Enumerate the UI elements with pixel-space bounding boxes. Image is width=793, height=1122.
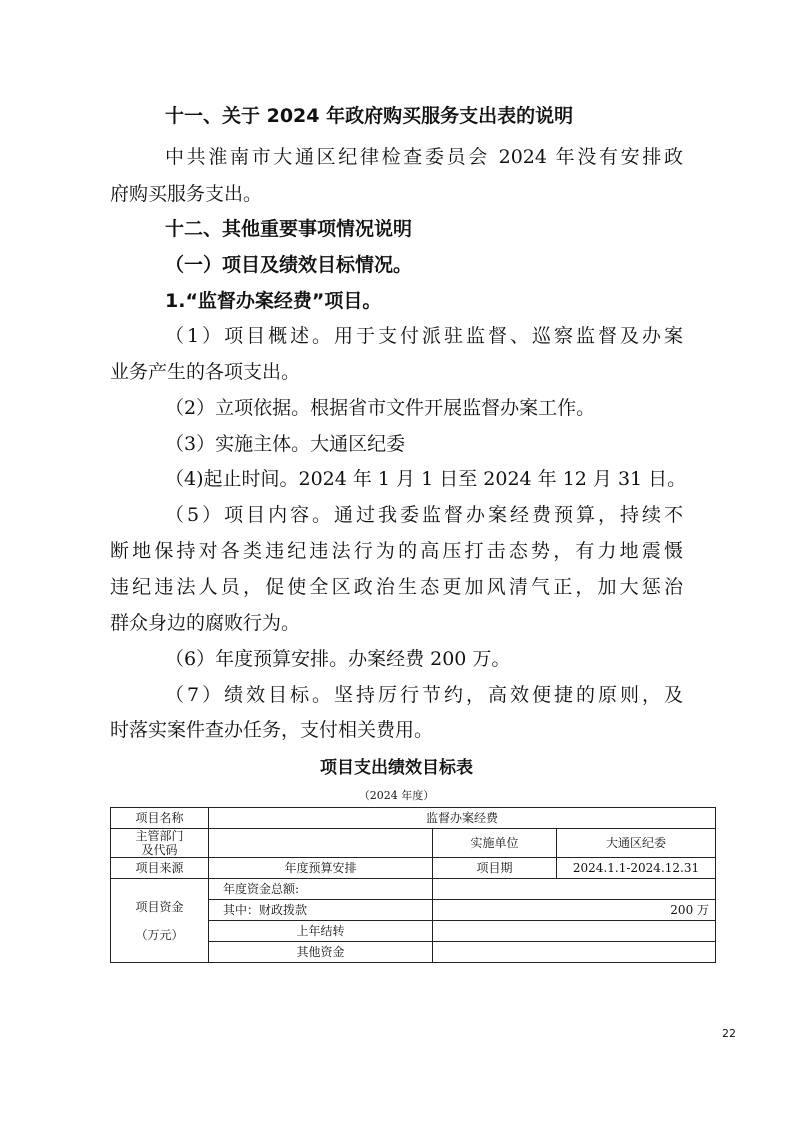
- annual-funds-total-label: 年度资金总额:: [209, 879, 433, 900]
- carry-over-value: [433, 921, 716, 942]
- project-funds-label: [111, 879, 209, 963]
- section-11-heading: 十一、关于 2024 年政府购买服务支出表的说明: [165, 105, 574, 127]
- table-row: [111, 829, 716, 858]
- paragraph-7-line-2: 时落实案件查办任务，支付相关费用。: [110, 719, 434, 741]
- paragraph-5-line-2: 断地保持对各类违纪违法行为的高压打击态势，有力地震慑: [110, 540, 683, 562]
- project-name-value: 监督办案经费: [209, 808, 716, 829]
- department-label: [111, 829, 209, 858]
- page-number: 22: [722, 1027, 736, 1040]
- paragraph-5-line-3: 违纪违法人员，促使全区政治生态更加风清气正，加大惩治: [110, 576, 683, 598]
- project-period-label: 项目期: [433, 858, 557, 879]
- table-title: 项目支出绩效目标表: [320, 758, 473, 778]
- project-name-label: 项目名称: [111, 808, 209, 829]
- fiscal-appropriation-label: 其中：财政拨款: [209, 900, 433, 921]
- table-year: （2024 年度）: [358, 789, 435, 802]
- carry-over-label: 上年结转: [209, 921, 433, 942]
- other-funds-value: [433, 942, 716, 963]
- project-funds-label-line-2: （万元）: [135, 927, 184, 942]
- project-source-label: 项目来源: [111, 858, 209, 879]
- subsection-1-heading: （一）项目及绩效目标情况。: [165, 254, 413, 276]
- project-source-value: 年度预算安排: [209, 858, 433, 879]
- fiscal-appropriation-value: 200 万: [433, 900, 716, 921]
- section-12-heading: 十二、其他重要事项情况说明: [165, 218, 413, 240]
- section-11-paragraph-line-1: 中共淮南市大通区纪律检查委员会 2024 年没有安排政: [165, 146, 683, 168]
- paragraph-3: （3）实施主体。大通区纪委: [165, 433, 406, 455]
- implementing-unit-label: 实施单位: [433, 829, 557, 858]
- paragraph-2: （2）立项依据。根据省市文件开展监督办案工作。: [165, 397, 596, 419]
- item-1-heading: 1.“监督办案经费”项目。: [165, 290, 382, 312]
- paragraph-1-line-2: 业务产生的各项支出。: [110, 361, 301, 383]
- paragraph-1-line-1: （1）项目概述。用于支付派驻监督、巡察监督及办案: [165, 325, 683, 347]
- paragraph-7-line-1: （7）绩效目标。坚持厉行节约，高效便捷的原则，及: [165, 684, 683, 706]
- paragraph-5-line-1: （5）项目内容。通过我委监督办案经费预算，持续不: [165, 504, 683, 526]
- performance-target-table: [110, 807, 716, 963]
- table-row: [111, 858, 716, 879]
- paragraph-5-line-4: 群众身边的腐败行为。: [110, 612, 301, 634]
- paragraph-4: （4)起止时间。2024 年 1 月 1 日至 2024 年 12 月 31 日。: [165, 468, 687, 490]
- project-period-value: 2024.1.1-2024.12.31: [557, 858, 716, 879]
- department-label-line-1: 主管部门: [135, 829, 184, 843]
- department-value: [209, 829, 433, 858]
- table-row: [111, 879, 716, 900]
- department-label-line-2: 及代码: [141, 843, 178, 857]
- other-funds-label: 其他资金: [209, 942, 433, 963]
- project-funds-label-line-1: 项目资金: [135, 899, 184, 914]
- annual-funds-total-value: [433, 879, 716, 900]
- implementing-unit-value: 大通区纪委: [557, 829, 716, 858]
- section-11-paragraph-line-2: 府购买服务支出。: [110, 183, 263, 205]
- paragraph-6: （6）年度预算安排。办案经费 200 万。: [165, 648, 511, 670]
- table-row: [111, 808, 716, 829]
